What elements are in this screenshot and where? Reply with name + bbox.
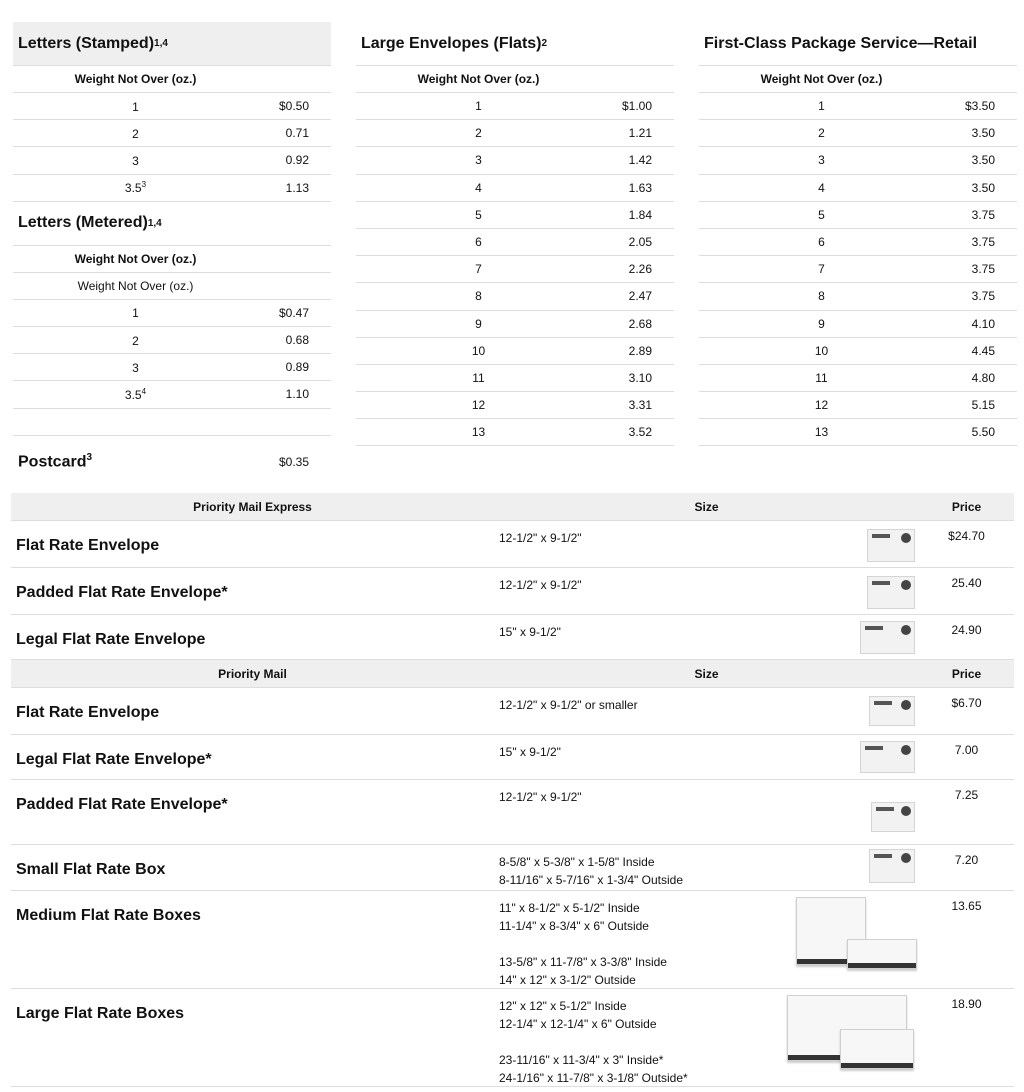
flat-rate-box-image bbox=[840, 1029, 914, 1069]
product-size bbox=[494, 568, 919, 614]
size-line: 12-1/2" x 9-1/2" bbox=[499, 578, 582, 592]
envelope-image bbox=[860, 621, 915, 654]
weight-cell: 2 bbox=[132, 126, 139, 141]
rate-row bbox=[356, 419, 674, 446]
price-header: Price bbox=[951, 499, 982, 514]
price-cell: 5.50 bbox=[971, 425, 995, 440]
product-price: 13.65 bbox=[951, 899, 982, 913]
size-line: 11" x 8-1/2" x 5-1/2" Inside bbox=[499, 901, 640, 915]
rate-row bbox=[699, 365, 1017, 392]
price-cell: 1.84 bbox=[628, 207, 652, 222]
rate-row bbox=[13, 300, 331, 327]
weight-cell: 6 bbox=[818, 235, 825, 250]
price-cell: 3.50 bbox=[971, 180, 995, 195]
letters-stamped-title: Letters (Stamped) 1,4 bbox=[13, 22, 331, 66]
weight-cell: $3.5^4$ bbox=[124, 386, 147, 402]
price-cell: 1.42 bbox=[628, 153, 652, 168]
rate-row bbox=[699, 202, 1017, 229]
envelope-image bbox=[871, 802, 915, 832]
price-cell: 2.05 bbox=[628, 235, 652, 250]
price-cell: 4.80 bbox=[971, 370, 995, 385]
product-size bbox=[494, 735, 919, 779]
price-cell: 0.92 bbox=[285, 153, 309, 168]
rate-row bbox=[356, 93, 674, 120]
weight-cell: 3 bbox=[475, 153, 482, 168]
size-line: 12" x 12" x 5-1/2" Inside bbox=[499, 999, 627, 1013]
rate-row bbox=[356, 311, 674, 338]
product-name: Padded Flat Rate Envelope* bbox=[16, 796, 228, 813]
price-cell: $3.50 bbox=[964, 99, 995, 114]
price-cell: 1.13 bbox=[285, 180, 309, 195]
size-line: 12-1/2" x 9-1/2" bbox=[499, 790, 582, 804]
envelope-image bbox=[867, 576, 915, 609]
weight-cell: 2 bbox=[132, 333, 139, 348]
rate-row bbox=[699, 93, 1017, 120]
price-cell: 3.75 bbox=[971, 262, 995, 277]
first-class-header: Weight Not Over (oz.) bbox=[699, 66, 1017, 93]
weight-cell: 5 bbox=[818, 207, 825, 222]
size-line: 8-11/16" x 5-7/16" x 1-3/4" Outside bbox=[499, 873, 683, 887]
letters-stamped-header: Weight Not Over (oz.) bbox=[13, 66, 331, 93]
rate-row bbox=[356, 202, 674, 229]
product-name: Legal Flat Rate Envelope bbox=[16, 631, 206, 648]
product-name: Flat Rate Envelope bbox=[16, 537, 160, 554]
price-cell: 1.10 bbox=[285, 387, 309, 402]
price-cell: 2.26 bbox=[628, 262, 652, 277]
weight-cell: 8 bbox=[475, 289, 482, 304]
weight-cell: 1 bbox=[132, 306, 139, 321]
weight-cell: 5 bbox=[475, 207, 482, 222]
weight-cell: 6 bbox=[475, 235, 482, 250]
rate-row bbox=[356, 256, 674, 283]
rate-row bbox=[699, 419, 1017, 446]
price-cell: 1.21 bbox=[628, 126, 652, 141]
product-name: Legal Flat Rate Envelope* bbox=[16, 751, 212, 768]
size-line: 12-1/2" x 9-1/2" or smaller bbox=[499, 698, 638, 712]
price-cell: 3.75 bbox=[971, 235, 995, 250]
size-line: 15" x 9-1/2" bbox=[499, 625, 561, 639]
rate-row bbox=[356, 283, 674, 310]
express-header-label: Priority Mail Express bbox=[193, 499, 312, 514]
weight-cell: 4 bbox=[818, 180, 825, 195]
rate-row bbox=[699, 283, 1017, 310]
rate-row bbox=[13, 147, 331, 174]
price-cell: $1.00 bbox=[621, 99, 652, 114]
price-cell: 3.75 bbox=[971, 289, 995, 304]
product-row bbox=[11, 989, 1014, 1087]
weight-cell: 10 bbox=[471, 343, 486, 358]
product-name: Small Flat Rate Box bbox=[16, 861, 166, 878]
rate-row bbox=[356, 392, 674, 419]
priority-header-label: Priority Mail bbox=[218, 666, 287, 681]
weight-cell: 12 bbox=[471, 398, 486, 413]
price-cell: 3.10 bbox=[628, 370, 652, 385]
weight-cell: 9 bbox=[818, 316, 825, 331]
rate-row bbox=[356, 147, 674, 174]
weight-cell: 7 bbox=[818, 262, 825, 277]
product-row bbox=[11, 845, 1014, 891]
price-cell: $0.50 bbox=[278, 99, 309, 114]
product-size bbox=[494, 688, 919, 734]
product-price: 18.90 bbox=[951, 997, 982, 1011]
product-row bbox=[11, 615, 1014, 660]
price-cell: $0.47 bbox=[278, 305, 309, 320]
weight-cell: 1 bbox=[818, 99, 825, 114]
price-header: Price bbox=[951, 666, 982, 681]
weight-cell: 7 bbox=[475, 262, 482, 277]
price-cell: 2.68 bbox=[628, 316, 652, 331]
product-price: $24.70 bbox=[948, 529, 985, 543]
product-price: 24.90 bbox=[951, 623, 982, 637]
product-price: 7.20 bbox=[954, 853, 979, 867]
weight-cell: 13 bbox=[471, 425, 486, 440]
rate-row bbox=[13, 327, 331, 354]
size-line: 12-1/2" x 9-1/2" bbox=[499, 531, 582, 545]
rate-row bbox=[356, 229, 674, 256]
express-header-row bbox=[11, 493, 1014, 521]
weight-cell: 10 bbox=[814, 343, 829, 358]
rate-row bbox=[356, 120, 674, 147]
weight-cell: 13 bbox=[814, 425, 829, 440]
product-name: Padded Flat Rate Envelope* bbox=[16, 584, 228, 601]
envelope-image bbox=[869, 849, 915, 883]
product-size bbox=[494, 780, 919, 844]
rate-row bbox=[356, 338, 674, 365]
size-line: 24-1/16" x 11-7/8" x 3-1/8" Outside* bbox=[499, 1071, 688, 1085]
size-header: Size bbox=[694, 666, 719, 681]
price-cell: 4.45 bbox=[971, 343, 995, 358]
weight-cell: 12 bbox=[814, 398, 829, 413]
flat-rate-box-image bbox=[847, 939, 917, 969]
product-price: 25.40 bbox=[951, 576, 982, 590]
product-row bbox=[11, 735, 1014, 780]
rate-row bbox=[356, 175, 674, 202]
product-size bbox=[494, 845, 919, 890]
envelope-image bbox=[860, 741, 915, 773]
rate-row bbox=[699, 120, 1017, 147]
envelope-image bbox=[867, 529, 915, 562]
weight-cell: 1 bbox=[132, 99, 139, 114]
weight-cell: 4 bbox=[475, 180, 482, 195]
size-line: 15" x 9-1/2" bbox=[499, 745, 561, 759]
letters-metered-subheader: Weight Not Over (oz.) bbox=[13, 273, 331, 300]
product-size bbox=[494, 615, 919, 659]
large-envelopes-header: Weight Not Over (oz.) bbox=[356, 66, 674, 93]
rate-row bbox=[699, 229, 1017, 256]
price-cell: 1.63 bbox=[628, 180, 652, 195]
size-line: 12-1/4" x 12-1/4" x 6" Outside bbox=[499, 1017, 657, 1031]
product-size bbox=[494, 521, 919, 567]
letters-metered-title: Letters (Metered) 1,4 bbox=[13, 202, 331, 246]
letters-column bbox=[13, 22, 331, 436]
product-name: Large Flat Rate Boxes bbox=[16, 1005, 185, 1022]
weight-cell: 3 bbox=[132, 153, 139, 168]
weight-cell: 1 bbox=[475, 99, 482, 114]
price-cell: 3.31 bbox=[628, 398, 652, 413]
priority-mail-table bbox=[11, 493, 1014, 1087]
rate-row bbox=[356, 365, 674, 392]
price-cell: 3.75 bbox=[971, 207, 995, 222]
rate-row bbox=[699, 338, 1017, 365]
weight-cell: $3.5^3$ bbox=[124, 180, 147, 196]
product-row bbox=[11, 688, 1014, 735]
weight-cell: 2 bbox=[818, 126, 825, 141]
product-row bbox=[11, 568, 1014, 615]
weight-cell: 11 bbox=[815, 370, 828, 385]
large-envelopes-column bbox=[356, 22, 674, 446]
product-price: $6.70 bbox=[951, 696, 982, 710]
spacer-row bbox=[13, 409, 331, 436]
rate-row bbox=[13, 93, 331, 120]
size-header: Size bbox=[694, 499, 719, 514]
product-name: Flat Rate Envelope bbox=[16, 704, 160, 721]
postcard-title: Postcard$^3$ bbox=[18, 452, 93, 471]
price-cell: 2.47 bbox=[628, 289, 652, 304]
price-cell: 2.89 bbox=[628, 343, 652, 358]
rate-row bbox=[13, 381, 331, 408]
weight-cell: 11 bbox=[472, 370, 485, 385]
rate-row bbox=[699, 147, 1017, 174]
weight-cell: 2 bbox=[475, 126, 482, 141]
large-envelopes-title: Large Envelopes (Flats) 2 bbox=[356, 22, 674, 66]
postcard-price: $0.35 bbox=[278, 455, 309, 469]
priority-header-row bbox=[11, 660, 1014, 688]
rate-row bbox=[13, 120, 331, 147]
rate-row bbox=[699, 175, 1017, 202]
price-cell: 3.52 bbox=[628, 425, 652, 440]
product-row bbox=[11, 521, 1014, 568]
product-price: 7.00 bbox=[954, 743, 979, 757]
size-line: 11-1/4" x 8-3/4" x 6" Outside bbox=[499, 919, 649, 933]
price-cell: 0.68 bbox=[285, 333, 309, 348]
size-line: 13-5/8" x 11-7/8" x 3-3/8" Inside bbox=[499, 955, 667, 969]
price-cell: 3.50 bbox=[971, 126, 995, 141]
weight-cell: 8 bbox=[818, 289, 825, 304]
price-cell: 5.15 bbox=[971, 398, 995, 413]
letters-metered-header: Weight Not Over (oz.) bbox=[13, 246, 331, 273]
product-price: 7.25 bbox=[954, 788, 979, 802]
price-cell: 0.71 bbox=[285, 126, 309, 141]
price-cell: 0.89 bbox=[285, 360, 309, 375]
product-row bbox=[11, 780, 1014, 845]
price-cell: 4.10 bbox=[971, 316, 995, 331]
product-row bbox=[11, 891, 1014, 989]
size-line: 14" x 12" x 3-1/2" Outside bbox=[499, 973, 636, 987]
postcard-row bbox=[13, 446, 331, 478]
rate-row bbox=[699, 392, 1017, 419]
weight-cell: 3 bbox=[132, 360, 139, 375]
size-line: 8-5/8" x 5-3/8" x 1-5/8" Inside bbox=[499, 855, 655, 869]
rate-row bbox=[699, 256, 1017, 283]
first-class-column bbox=[699, 22, 1017, 446]
first-class-title: First-Class Package Service—Retail bbox=[699, 22, 1017, 66]
price-cell: 3.50 bbox=[971, 153, 995, 168]
rate-row bbox=[13, 175, 331, 202]
weight-cell: 3 bbox=[818, 153, 825, 168]
rate-row bbox=[13, 354, 331, 381]
product-name: Medium Flat Rate Boxes bbox=[16, 907, 201, 924]
rate-row bbox=[699, 311, 1017, 338]
size-line: 23-11/16" x 11-3/4" x 3" Inside* bbox=[499, 1053, 664, 1067]
weight-cell: 9 bbox=[475, 316, 482, 331]
envelope-image bbox=[869, 696, 915, 726]
